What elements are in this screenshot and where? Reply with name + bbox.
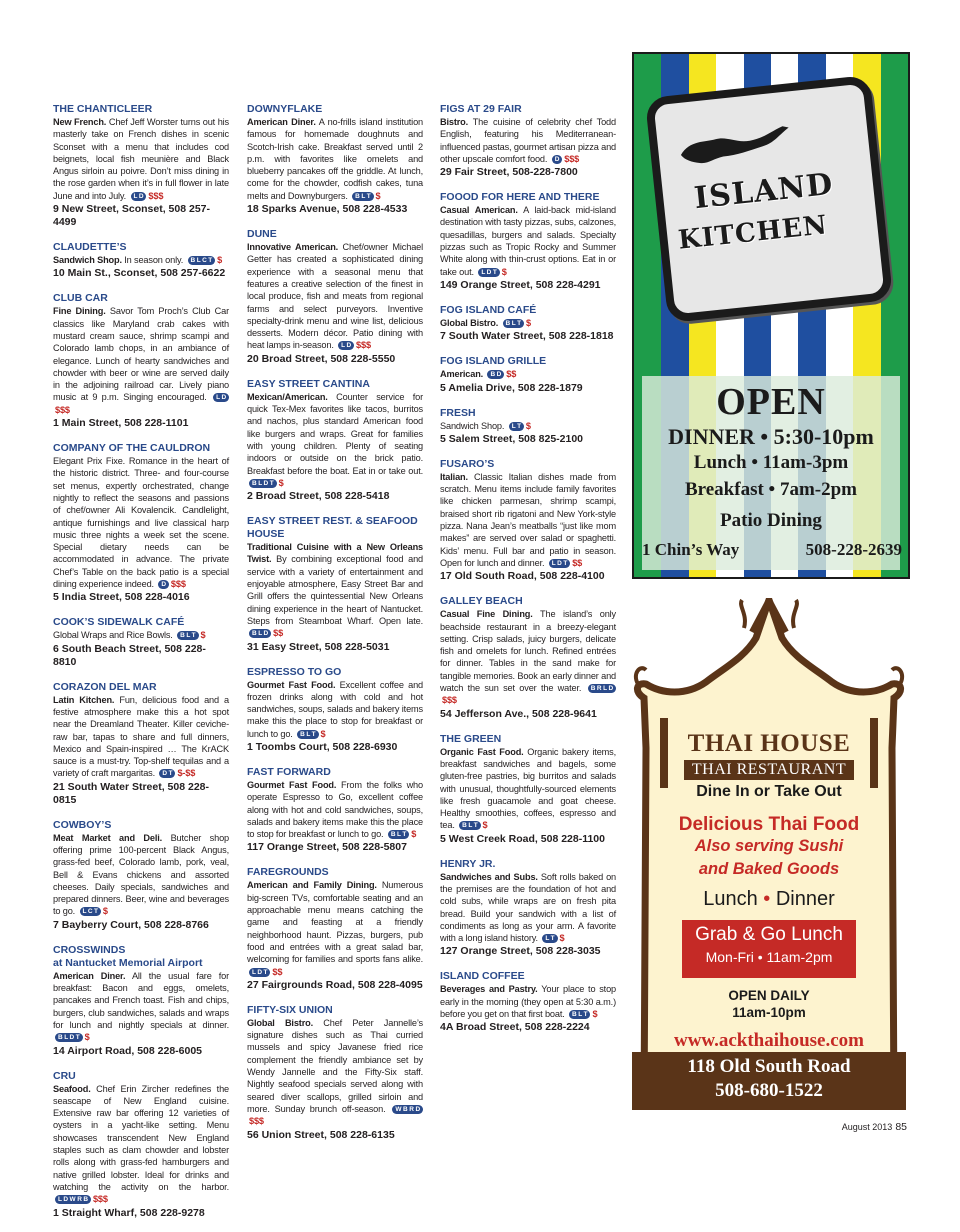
listing-column-3 <box>440 103 616 1046</box>
nantucket-island-icon <box>674 119 798 171</box>
restaurant-address: 5 Amelia Drive, 508 228-1879 <box>440 381 583 394</box>
cuisine-type: American and Family Dining. <box>247 880 377 891</box>
restaurant-listing <box>53 1070 229 1220</box>
restaurant-address: 117 Orange Street, 508 228-5807 <box>247 841 407 854</box>
cuisine-type: Meat Market and Deli. <box>53 832 163 843</box>
restaurant-listing <box>247 866 423 991</box>
restaurant-address: 149 Orange Street, 508 228-4291 <box>440 278 601 291</box>
description-text: Sandwich Shop. <box>440 420 505 431</box>
restaurant-listing <box>440 407 616 446</box>
meal-code-badge: L D T <box>549 559 570 568</box>
price-range: $$ <box>506 369 517 380</box>
cuisine-type: Seafood. <box>53 1083 91 1094</box>
description-text: A no-frills island institution famous for homemade doughnuts and Scotch-Irish cake. Breakfast served until 2 p.m. with favorites like omelets and blueberry pancakes off the griddle. At lunch, come for the chowder, codfish cakes, tuna melts and Downyburgers. <box>247 117 423 201</box>
restaurant-name: CROSSWINDS <box>53 943 126 956</box>
restaurant-name: HENRY JR. <box>440 857 496 870</box>
open-heading: OPEN <box>716 381 826 423</box>
meal-code-badge: B L T <box>177 631 198 640</box>
price-range: $$$ <box>356 340 371 351</box>
grab-and-go-hours: Mon-Fri • 11am-2pm <box>705 949 833 965</box>
price-range: $ <box>200 630 206 641</box>
meal-code-badge: B R L D <box>588 684 616 693</box>
restaurant-name: FOOOD FOR HERE AND THERE <box>440 191 600 204</box>
restaurant-description <box>247 241 423 352</box>
description-text: Global Wraps and Rice Bowls. <box>53 630 173 641</box>
restaurant-listing <box>53 292 229 430</box>
restaurant-name: FIFTY-SIX UNION <box>247 1003 333 1016</box>
restaurant-address: 1 Toombs Court, 508 228-6930 <box>247 740 398 753</box>
restaurant-name: EASY STREET CANTINA <box>247 377 370 390</box>
price-range: $$$ <box>564 153 580 164</box>
restaurant-name: DUNE <box>247 228 277 241</box>
description-text: All the usual fare for breakfast: Bacon and eggs, omelets, pancakes and French toast. Fish and chips, burgers, club sandwiches, salads and wraps for lunch and nightly specials at dinner. <box>53 970 229 1030</box>
restaurant-name: FAST FORWARD <box>247 765 331 778</box>
restaurant-name: GALLEY BEACH <box>440 595 523 608</box>
price-range: $ <box>482 820 488 831</box>
cuisine-type: Sandwiches and Subs. <box>440 871 538 882</box>
price-range: $$$ <box>249 1116 264 1127</box>
meal-code-badge: D T <box>159 769 175 778</box>
thai-house-phone: 508-680-1522 <box>715 1080 823 1101</box>
cuisine-type: Latin Kitchen. <box>53 694 115 705</box>
restaurant-address: 7 South Water Street, 508 228-1818 <box>440 330 614 343</box>
description-text: Chef/owner Michael Getter has created a sophisticated dining experience with a seasonal menu that features a creative selection of the finest in local produce, fish and meats from regional farms and select purveyors. Inventive specialty-drink menu and wine list, delicious desserts. Modern décor. Patio dining with heat lamps in-season. <box>247 242 424 351</box>
issue-date: August 2013 <box>841 1122 893 1132</box>
description-text: A laid-back mid-island destination with tasty pizzas, subs, calzones, quesadillas, burgers and salads. Specialty pizzas such as Tropic Rocky and Summer White along with thin-crust options. Eat in or take out. <box>440 205 616 277</box>
description-text: The cuisine of celebrity chef Todd English, featuring his Mediterranean-influenced pastas, gourmet artisan pizza and other upscale comfort food. <box>440 117 616 164</box>
restaurant-listing <box>53 944 229 1058</box>
restaurant-listing <box>247 1004 423 1142</box>
cuisine-type: Organic Fast Food. <box>440 746 524 757</box>
restaurant-name: EASY STREET REST. & SEAFOOD HOUSE <box>247 515 418 541</box>
restaurant-name: DOWNYFLAKE <box>247 103 323 115</box>
restaurant-name: FIGS AT 29 FAIR <box>440 103 522 115</box>
restaurant-description <box>53 970 229 1044</box>
price-range: $ <box>278 477 284 488</box>
restaurant-listing <box>53 616 229 668</box>
restaurant-name: ESPRESSO TO GO <box>247 665 342 678</box>
thai-house-hours: 11am-10pm <box>732 1005 806 1020</box>
price-range: $ <box>102 906 108 917</box>
restaurant-description <box>53 1083 229 1206</box>
restaurant-name: FOG ISLAND GRILLE <box>440 355 547 368</box>
cuisine-type: Gourmet Fast Food. <box>247 779 337 790</box>
cuisine-type: American Diner. <box>247 117 316 127</box>
price-range: $$$ <box>148 190 164 201</box>
island-kitchen-ad <box>632 52 910 579</box>
restaurant-listing <box>53 241 229 280</box>
restaurant-name: THE CHANTICLEER <box>53 103 153 115</box>
meal-code-badge: B L D <box>249 629 271 638</box>
meal-code-badge: L T <box>509 422 524 431</box>
meal-code-badge: L D T <box>249 968 270 977</box>
restaurant-description <box>247 1017 423 1128</box>
restaurant-description <box>440 368 616 380</box>
cuisine-type: New French. <box>53 117 107 127</box>
restaurant-address: 5 India Street, 508 228-4016 <box>53 591 190 604</box>
lunch-dinner <box>662 888 876 911</box>
restaurant-address: 14 Airport Road, 508 228-6005 <box>53 1044 203 1057</box>
description-text: Savor Tom Proch’s Club Car classics like Maryland crab cakes with mustard cream sauce, shrimp scampi and Colorado lamb chops, in an ambiance of elegance. Lunch of hearty sandwiches and chowder with beer or wine are served daily in the adjoining railroad car. Lively piano music at 9 p.m. Singing encouraged. <box>53 306 229 403</box>
cuisine-type: Fine Dining. <box>53 306 106 317</box>
cuisine-type: American Diner. <box>53 970 126 981</box>
meal-code-badge: B L D T <box>249 479 277 488</box>
cuisine-type: Global Bistro. <box>440 317 499 328</box>
meal-code-badge: W B R D <box>392 1105 423 1114</box>
price-range: $ <box>525 420 531 431</box>
thai-house-website[interactable]: www.ackthaihouse.com <box>673 1030 864 1051</box>
restaurant-description <box>440 746 616 832</box>
restaurant-listing <box>247 378 423 503</box>
island-kitchen-phone: 508-228-2639 <box>805 540 902 559</box>
restaurant-description <box>440 871 616 945</box>
restaurant-description <box>53 832 229 918</box>
price-range: $ <box>320 728 326 739</box>
description-text: Your place to stop early in the morning (they open at 5:30 a.m.) before you get on that first boat. <box>440 984 616 1020</box>
meal-code-badge: D <box>552 155 563 164</box>
restaurant-name: FUSARO’S <box>440 457 495 470</box>
restaurant-listing <box>440 970 616 1034</box>
meal-code-badge: L D T <box>478 268 499 277</box>
restaurant-address: 10 Main St., Sconset, 508 257-6622 <box>53 267 226 280</box>
restaurant-listing <box>53 442 229 604</box>
restaurant-name: CLAUDETTE’S <box>53 241 127 254</box>
restaurant-listing <box>53 103 229 229</box>
cuisine-type: Global Bistro. <box>247 1017 313 1028</box>
restaurant-name: COWBOY’S <box>53 818 112 831</box>
restaurant-address: 5 West Creek Road, 508 228-1100 <box>440 832 605 845</box>
description-text: Butcher shop offering prime 100-percent Black Angus, grass-fed beef, Colorado lamb, pork, veal, Bell & Evans chickens and assorted cheeses. Daily specials, sandwiches and prepared dinners. Beer, wine and beverages to go. <box>53 832 230 917</box>
restaurant-listing <box>440 858 616 959</box>
lunch-label: Lunch <box>703 888 758 910</box>
listing-column-1 <box>53 103 229 1232</box>
restaurant-description <box>247 679 423 740</box>
restaurant-description <box>440 471 616 569</box>
description-text: Counter service for quick Tex-Mex favorites like tacos, burritos and nachos, plus standard American food like burgers and wraps. Great for families with young children. Plenty of seating indoors or outside on the brick patio. Breakfast before the boat. Eat in or take out. <box>247 391 423 476</box>
cuisine-type: Italian. <box>440 471 468 482</box>
restaurant-listing <box>247 766 423 854</box>
price-range: $$$ <box>170 579 186 590</box>
restaurant-address: 18 Sparks Avenue, 508 228-4533 <box>247 203 408 216</box>
description-text: Excellent coffee and frozen drinks along with cold and hot sandwiches, soups, salads and bakery items make this the place to stop for breakfast or lunch to go. <box>247 679 424 739</box>
price-range: $$ <box>272 966 283 977</box>
description-text: Numerous big-screen TVs, comfortable seating and an approachable menu means catching the game and feasting at a friendly neighborhood haunt. Pizzas, burgers, pub food and entrées with a great salad bar, welcoming for families and sports fans alike. <box>247 880 423 965</box>
description-text: From the folks who operate Espresso to Go, excellent coffee along with hot and cold sandwiches, soups, salads and bakery items make this the place to stop for breakfast or lunch to go. <box>247 779 423 840</box>
restaurant-address: 1 Main Street, 508 228-1101 <box>53 417 189 430</box>
thai-house-address: 118 Old South Road <box>687 1056 851 1077</box>
price-range: $ <box>411 829 417 840</box>
meal-code-badge: B L T <box>352 192 373 201</box>
baked-goods: and Baked Goods <box>698 860 840 878</box>
description-text: Chef Jeff Worster turns out his masterly take on French dishes in scenic Sconset with a menu that includes cod beignets, local fish meunière and Black Angus sirloin au poivre. Don’t miss dining in the rose garden when it’s in full flower in late June and into July. <box>53 117 229 201</box>
restaurant-address: 29 Fair Street, 508-228-7800 <box>440 166 578 179</box>
meal-code-badge: L T <box>542 934 557 943</box>
restaurant-description <box>247 391 423 489</box>
restaurant-address: 27 Fairgrounds Road, 508 228-4095 <box>247 978 423 991</box>
grab-and-go-title: Grab & Go Lunch <box>695 924 843 945</box>
grab-and-go-box <box>682 920 856 978</box>
island-kitchen-logo-line1: ISLAND <box>692 166 835 217</box>
bullet-icon: • <box>763 888 771 910</box>
page-footer <box>842 1121 907 1133</box>
page-number: 85 <box>895 1121 907 1133</box>
also-serving-sushi: Also serving Sushi <box>694 837 844 855</box>
meal-code-badge: L D <box>213 393 229 402</box>
cuisine-type: American. <box>440 369 484 380</box>
restaurant-address: 56 Union Street, 508 228-6135 <box>247 1128 395 1141</box>
restaurant-name: THE GREEN <box>440 732 502 745</box>
restaurant-description <box>53 305 229 416</box>
restaurant-description <box>53 629 229 641</box>
cuisine-type: Casual American. <box>440 205 518 216</box>
description-text: In season only. <box>124 255 184 266</box>
restaurant-name: FAREGROUNDS <box>247 866 329 879</box>
cuisine-type: Innovative American. <box>247 242 339 253</box>
restaurant-subtitle: at Nantucket Memorial Airport <box>53 956 203 969</box>
thai-house-ad <box>632 598 906 1110</box>
restaurant-address: 21 South Water Street, 508 228-0815 <box>53 780 210 806</box>
restaurant-address: 7 Bayberry Court, 508 228-8766 <box>53 918 209 931</box>
delicious-thai-food: Delicious Thai Food <box>678 814 860 835</box>
restaurant-listing <box>53 681 229 807</box>
restaurant-name: FRESH <box>440 406 476 419</box>
lunch-hours: Lunch • 11am-3pm <box>693 452 849 473</box>
price-range: $ <box>217 255 223 266</box>
restaurant-listing <box>440 733 616 846</box>
price-range: $$$ <box>92 1194 108 1205</box>
restaurant-address: 17 Old South Road, 508 228-4100 <box>440 570 605 583</box>
restaurant-description <box>53 455 229 590</box>
cuisine-type: Mexican/American. <box>247 391 328 402</box>
meal-code-badge: B L T <box>297 730 318 739</box>
meal-code-badge: D <box>158 580 169 589</box>
price-range: $ <box>84 1032 90 1043</box>
island-kitchen-logo-line2: KITCHEN <box>676 210 830 256</box>
meal-code-badge: B L T <box>503 319 524 328</box>
restaurant-listing <box>440 355 616 394</box>
open-daily: OPEN DAILY <box>728 988 810 1003</box>
description-text: Elegant Prix Fixe. Romance in the heart of the historic district. Three- and four-course set menus, expertly orchestrated, change nightly to reflect the seasons and passions of chef/owner Ali Kovalencik. Candlelight, antique furnishings and live classical harp music three nights a week set the scene. Special dietary needs can be accommodated in advance. The private Chef’s Table on the back patio is a special dining experience indeed. <box>53 456 229 590</box>
restaurant-listing <box>440 595 616 720</box>
price-range: $$ <box>273 628 284 639</box>
meal-code-badge: B L C T <box>188 256 216 265</box>
cuisine-type: Traditional Cuisine with a New Orleans Twist. <box>247 542 423 565</box>
restaurant-description <box>53 254 229 266</box>
cuisine-type: Sandwich Shop. <box>53 255 122 266</box>
restaurant-address: 1 Straight Wharf, 508 228-9278 <box>53 1206 205 1219</box>
restaurant-name: COOK’S SIDEWALK CAFÉ <box>53 616 185 629</box>
restaurant-description <box>247 879 423 977</box>
restaurant-address: 5 Salem Street, 508 825-2100 <box>440 432 584 445</box>
price-range: $-$$ <box>177 768 196 779</box>
restaurant-description <box>247 116 423 202</box>
restaurant-description <box>247 541 423 639</box>
restaurant-description <box>53 116 229 202</box>
meal-code-badge: L D <box>338 341 354 350</box>
cuisine-type: Casual Fine Dining. <box>440 609 533 620</box>
restaurant-listing <box>247 666 423 754</box>
meal-code-badge: L D W R B <box>55 1195 91 1204</box>
price-range: $ <box>525 317 531 328</box>
restaurant-listing <box>440 304 616 343</box>
thai-restaurant-label: THAI RESTAURANT <box>684 760 854 780</box>
restaurant-listing <box>440 103 616 179</box>
meal-code-badge: B L T <box>569 1010 590 1019</box>
restaurant-address: 54 Jefferson Ave., 508 228-9641 <box>440 707 597 720</box>
restaurant-name: ISLAND COFFEE <box>440 970 525 983</box>
restaurant-address: 127 Orange Street, 508 228-3035 <box>440 945 601 958</box>
restaurant-name: CORAZON DEL MAR <box>53 680 157 693</box>
price-range: $$$ <box>55 404 70 415</box>
island-kitchen-address: 1 Chin’s Way <box>642 540 740 559</box>
dinner-label: Dinner <box>775 888 835 910</box>
dine-in-take-out: Dine In or Take Out <box>696 783 842 800</box>
description-text: By combining exceptional food and service with a variety of entertainment and enjoyable atmosphere, Easy Street Bar and Grill offers the quintessential New Orleans dining experience in the heart of Nantucket. Steps from Steamboat Wharf. Open late. <box>247 554 423 626</box>
meal-code-badge: B L T <box>459 821 480 830</box>
description-text: Chef Erin Zircher redefines the seascape of New England cuisine. Extensive raw bar offering 12 varieties of oysters in a yacht-like setting. Menu showcases transcendent New England staples such as clam chowder and lobster rolls along with grass-fed hamburgers and native grilled lobster. Ideal for drinks and watching the activity on the harbor. <box>53 1083 229 1192</box>
restaurant-listing <box>440 458 616 583</box>
restaurant-description <box>440 608 616 706</box>
price-range: $$$ <box>442 695 457 706</box>
restaurant-name: CLUB CAR <box>53 292 108 305</box>
restaurant-address: 20 Broad Street, 508 228-5550 <box>247 352 396 365</box>
restaurant-listing <box>440 191 616 292</box>
restaurant-description <box>440 204 616 278</box>
restaurant-address: 4A Broad Street, 508 228-2224 <box>440 1021 590 1034</box>
meal-code-badge: L D <box>131 192 147 201</box>
restaurant-address: 6 South Beach Street, 508 228-8810 <box>53 642 206 668</box>
restaurant-name: FOG ISLAND CAFÉ <box>440 303 537 316</box>
description-text: Classic Italian dishes made from scratch. Menu items include family favorites like chicken parmesan, shrimp scampi, braised short rib rigatoni and New York-style pizza. Nana Jean’s meatballs “just like mom makes” are served over salad or spaghetti. Kids’ menu. Full bar and patio in season. Open for lunch and dinner. <box>440 471 617 568</box>
restaurant-name: CRU <box>53 1069 76 1082</box>
restaurant-description <box>247 779 423 840</box>
description-text: Soft rolls baked on the premises are the foundation of hot and cold subs, while wraps are on fresh pita bread. Build your sandwich with a list of condiments as long as your arm. A favorite with a long island history. <box>440 871 617 944</box>
restaurant-address: 31 Easy Street, 508 228-5031 <box>247 640 390 653</box>
description-text: Chef Peter Jannelle’s signature dishes such as Thai curried mussels and spicy Javanese fried rice complement the friendly ambiance set by Wendy Jannelle and the Fifty-Six staff. Nightly seafood specials served along with seared diver scallops, grilled sirloin and more. Sunday brunch off-season. <box>247 1017 423 1114</box>
restaurant-address: 2 Broad Street, 508 228-5418 <box>247 490 390 503</box>
cuisine-type: Bistro. <box>440 117 469 127</box>
meal-code-badge: L C T <box>80 907 101 916</box>
description-text: Organic bakery items, breakfast sandwiches and bagels, some gluten-free pastries, big burritos and salads with unusual, thoughtfully-sourced elements like fresh guacamole and goat cheese. Healthy smoothies, coffees, espresso and tea. <box>440 746 616 831</box>
restaurant-description <box>440 317 616 329</box>
restaurant-description <box>440 116 616 165</box>
price-range: $$ <box>572 557 583 568</box>
restaurant-listing <box>247 103 423 216</box>
restaurant-description <box>440 983 616 1020</box>
description-text: Fun, delicious food and a festive atmosphere make this a hot spot near the Dreamland Theater. Killer ceviche-raw bar, tapas to share and full dinners, Mexico and Spain-inspired … The KrACK sauce is a must-try. Top-shelf tequilas and a variety of craft margaritas. <box>53 694 229 779</box>
listing-column-2 <box>247 103 423 1154</box>
price-range: $ <box>375 190 381 201</box>
dinner-hours: DINNER • 5:30-10pm <box>668 424 874 449</box>
restaurant-description <box>440 420 616 432</box>
restaurant-description <box>53 694 229 780</box>
meal-code-badge: B L T <box>388 830 409 839</box>
price-range: $ <box>501 266 507 277</box>
price-range: $ <box>559 933 565 944</box>
breakfast-hours: Breakfast • 7am-2pm <box>684 479 857 500</box>
description-text: The island’s only beachside restaurant in a breezy-elegant setting. Crisp salads, juicy burgers, delicate fish and omelets for lunch. Refined entrées for dinner. Tables in the sand make for tangible memories. Book an early dinner and watch the sun set over the water. <box>440 609 616 694</box>
meal-code-badge: B D <box>487 370 504 379</box>
cuisine-type: Gourmet Fast Food. <box>247 679 336 690</box>
restaurant-listing <box>247 515 423 653</box>
meal-code-badge: B L D T <box>55 1033 83 1042</box>
cuisine-type: Beverages and Pastry. <box>440 984 538 995</box>
restaurant-listing <box>53 819 229 932</box>
price-range: $ <box>592 1009 598 1020</box>
patio-dining: Patio Dining <box>720 510 822 531</box>
restaurant-name: COMPANY OF THE CAULDRON <box>53 442 211 455</box>
thai-house-logo: THAI HOUSE <box>687 730 851 757</box>
restaurant-address: 9 New Street, Sconset, 508 257-4499 <box>53 203 210 229</box>
restaurant-listing <box>247 228 423 366</box>
